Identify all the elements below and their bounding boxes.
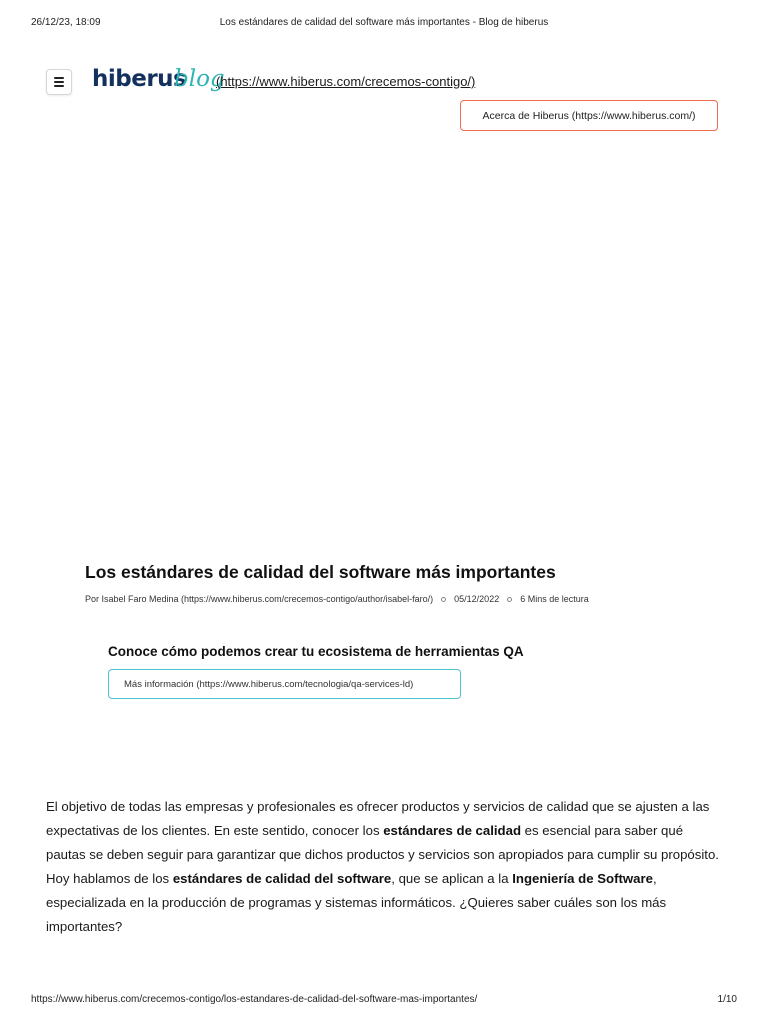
print-url: https://www.hiberus.com/crecemos-contigo/los-estandares-de-calidad-del-software-mas-importantes/ bbox=[31, 994, 478, 1005]
article-title: Los estándares de calidad del software más importantes bbox=[85, 562, 556, 582]
more-info-button[interactable]: Más información (https://www.hiberus.com/tecnologia/qa-services-ld) bbox=[108, 669, 461, 699]
print-datetime: 26/12/23, 18:09 bbox=[31, 17, 101, 28]
reading-time: 6 Mins de lectura bbox=[520, 594, 589, 604]
logo-home-link[interactable]: (https://www.hiberus.com/crecemos-contigo/) bbox=[216, 74, 476, 89]
menu-icon bbox=[54, 77, 64, 79]
publish-date: 05/12/2022 bbox=[454, 594, 500, 604]
separator-dot-icon bbox=[441, 597, 446, 602]
logo-brand-text: hiberus bbox=[92, 66, 187, 92]
logo-blog-text: blog bbox=[174, 66, 225, 92]
emphasis-quality-standards: estándares de calidad bbox=[383, 823, 522, 838]
article-meta bbox=[85, 594, 589, 604]
print-header bbox=[0, 17, 768, 31]
article-intro-paragraph: El objetivo de todas las empresas y profesionales es ofrecer productos y servicios de calidad que se ajusten a las expectativas de los clientes. En este sentido, conocer los estándares de calidad es esencial para saber qué pautas se deben seguir para garantizar que dichos productos y servicios son apropiados para cumplir su propósito. Hoy hablamos de los estándares de calidad del software, que se aplican a la Ingeniería de Software, especializada en la producción de programas y sistemas informáticos. ¿Quieres saber cuáles son los más importantes? bbox=[46, 799, 719, 934]
about-hiberus-button[interactable]: Acerca de Hiberus (https://www.hiberus.com/) bbox=[460, 100, 718, 131]
author-link[interactable]: Por Isabel Faro Medina (https://www.hiberus.com/crecemos-contigo/author/isabel-faro/) bbox=[85, 594, 434, 604]
separator-dot-icon bbox=[507, 597, 512, 602]
print-page-title: Los estándares de calidad del software más importantes - Blog de hiberus bbox=[219, 17, 549, 28]
promo-title: Conoce cómo podemos crear tu ecosistema de herramientas QA bbox=[108, 644, 524, 659]
hamburger-menu-button[interactable] bbox=[46, 69, 72, 95]
page-number: 1/10 bbox=[717, 994, 737, 1005]
emphasis-software-engineering: Ingeniería de Software bbox=[512, 871, 653, 886]
print-footer bbox=[0, 994, 768, 1008]
emphasis-software-quality-standards: estándares de calidad del software bbox=[172, 871, 392, 886]
